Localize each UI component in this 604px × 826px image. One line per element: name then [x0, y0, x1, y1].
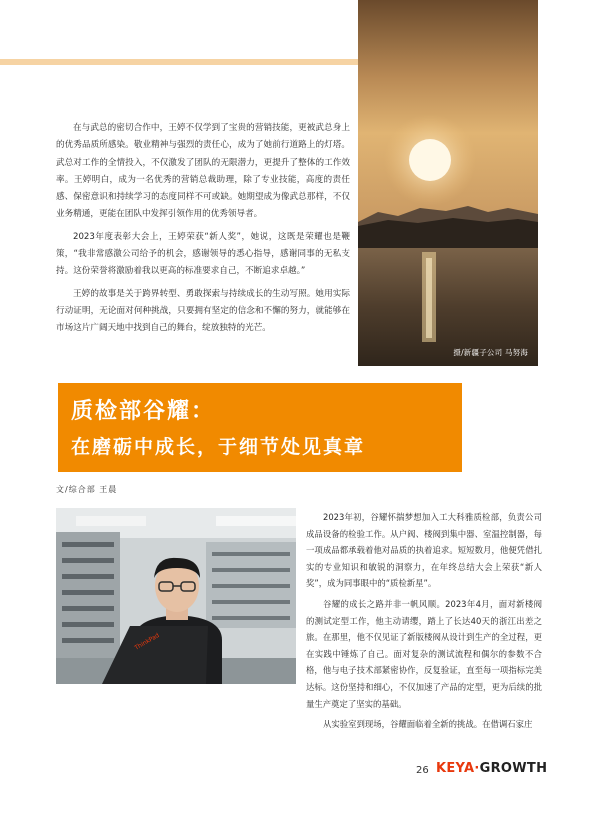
intro-text-column [56, 120, 350, 343]
brand-separator: · [474, 761, 480, 776]
banner-subtitle: 在磨砺中成长，于细节处见真章 [71, 436, 366, 458]
engineer-photo-graphic [56, 508, 296, 684]
intro-paragraph: 王婷的故事是关于跨界转型、勇敢探索与持续成长的生动写照。她用实际行动证明，无论面对何种挑战，只要拥有坚定的信念和不懈的努力，就能够在市场这片广阔天地中找到自己的舞台，绽放独特的光芒。 [56, 288, 350, 334]
article-text-column [306, 509, 542, 737]
top-accent-rule [0, 59, 358, 65]
article-paragraph: 从实验室到现场，谷耀面临着全新的挑战。在借调石家庄 [323, 719, 533, 730]
sunset-lake-photo [358, 0, 538, 366]
intro-paragraph: 在与武总的密切合作中，王婷不仅学到了宝贵的营销技能，更被武总身上的优秀品质所感染。敬业精神与强烈的责任心，成为了她前行道路上的灯塔。武总对工作的全情投入，不仅激发了团队的无限潜力，更提升了整体的工作效率。王婷明白，成为一名优秀的营销总裁助理，除了专业技能，高度的责任感、保密意识和持续学习的态度同样不可或缺。她期望成为像武总那样，不仅业务精通，更能在团队中发挥引领作用的优秀领导者。 [56, 123, 350, 220]
engineer-lab-photo [56, 508, 296, 684]
article-paragraph: 2023年初，谷耀怀揣梦想加入工大科雅质检部，负责公司成品设备的检验工作。从户阀、楼阀到集中器、室温控制器，每一项成品都承载着他对品质的执着追求。短短数月，他便凭借扎实的专业知识和敏锐的洞察力，在年终总结大会上荣获“新人奖”，成为同事眼中的“质检新星”。 [306, 512, 542, 589]
brand-keya: KEYA [436, 761, 475, 776]
section-banner [58, 383, 462, 472]
sunset-photo-graphic [358, 0, 538, 366]
magazine-brand [436, 761, 547, 776]
brand-growth: GROWTH [479, 761, 548, 776]
banner-title: 质检部谷耀： [71, 399, 216, 424]
page-number: 26 [416, 765, 429, 776]
photo-caption: 摄/新疆子公司 马努海 [453, 348, 528, 357]
article-paragraph: 谷耀的成长之路并非一帆风顺。2023年4月，面对新楼阀的测试定型工作，他主动请缨，踏上了长达40天的浙江出差之旅。在那里，他不仅见证了新版楼阀从设计到生产的全过程，更在实践中锤炼了自己。面对复杂的测试流程和偶尔的参数不合格，他与电子技术部紧密协作，反复验证，直至每一项指标完美达标。这份坚持和细心，不仅加速了产品的定型，更为后续的批量生产奠定了坚实的基础。 [306, 598, 542, 709]
laptop-brand-mark: ThinkPad [133, 632, 161, 652]
byline: 文/综合部 王晨 [56, 485, 118, 494]
intro-paragraph: 2023年度表彰大会上，王婷荣获“新人奖”，她说，这既是荣耀也是鞭策，“我非常感激公司给予的机会，感谢领导的悉心指导，感谢同事的无私支持。这份荣誉将激励着我以更高的标准要求自己，不断追求卓越。” [56, 231, 350, 277]
